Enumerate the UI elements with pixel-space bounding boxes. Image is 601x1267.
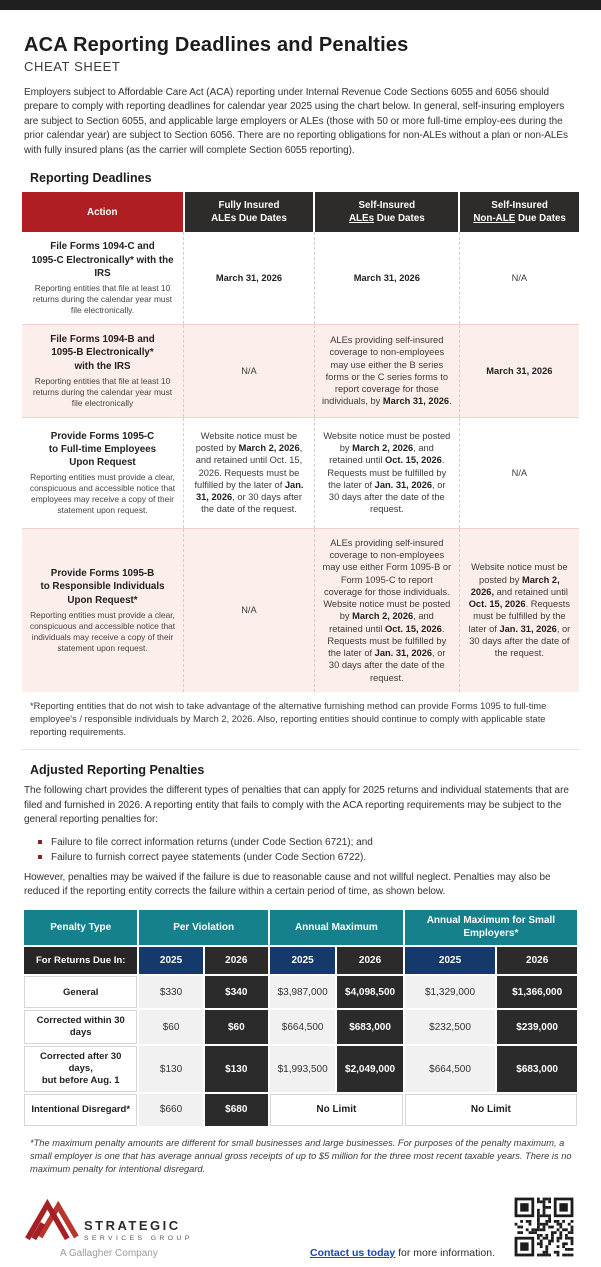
- penalties-year-header-row: [24, 947, 577, 974]
- deadline-cell: ALEs providing self-insured coverage to non-employees may use either the B series forms or the C series forms to report coverage for those individuals, by March 31, 2026.: [314, 324, 459, 417]
- year-header-2026: 2026: [205, 947, 268, 974]
- no-limit-cell: No Limit: [405, 1094, 577, 1126]
- action-note: Reporting entities must provide a clear, conspicuous and accessible notice that individuals may receive a copy of their statement upon request.: [29, 609, 176, 653]
- penalty-value: $680: [205, 1094, 268, 1126]
- year-header-2025: 2025: [405, 947, 496, 974]
- deadline-cell: N/A: [459, 417, 579, 528]
- penalty-value: $330: [139, 976, 202, 1008]
- section-divider: [22, 749, 579, 750]
- penalty-value: $60: [139, 1010, 202, 1044]
- year-header-2026: 2026: [497, 947, 577, 974]
- page-title: ACA Reporting Deadlines and Penalties: [24, 34, 409, 56]
- deadline-cell: March 31, 2026: [314, 232, 459, 324]
- deadline-cell: March 31, 2026: [184, 232, 315, 324]
- table-row: [22, 528, 579, 692]
- action-note: Reporting entities that file at least 10 returns during the calendar year must file electronically.: [32, 283, 173, 315]
- table-row: [24, 976, 577, 1008]
- top-scan-bar: [0, 0, 601, 10]
- penalty-type-label: Corrected after 30 days, but before Aug. 1: [24, 1046, 137, 1092]
- penalty-value: $239,000: [497, 1010, 577, 1044]
- penalties-intro: The following chart provides the different types of penalties that can apply for 2025 returns and individual statements that are filed and furnished in 2026. A reporting entity that fails to comply with the ACA reporting requirements may be subject to the general reporting penalties for:: [24, 785, 569, 826]
- table-row: [22, 232, 579, 324]
- table-row: [24, 1046, 577, 1092]
- penalty-value: $664,500: [270, 1010, 335, 1044]
- column-header-annual-maximum-small: Annual Maximum for Small Employers*: [405, 910, 577, 945]
- deadline-cell: N/A: [184, 324, 315, 417]
- penalties-footnote: *The maximum penalty amounts are different for small businesses and large businesses. For purposes of the penalty maximum, a small employer is one that has average annual gross receipts of up to $5 million for the three most recent taxable years. There is no maximum penalty for intentional disregard.: [30, 1137, 572, 1174]
- list-item: Failure to furnish correct payee statements (under Code Section 6722).: [38, 850, 579, 865]
- action-title: File Forms 1094-B and 1095-B Electronically* with the IRS: [50, 334, 155, 372]
- deadlines-heading: Reporting Deadlines: [30, 170, 152, 185]
- penalty-type-label: Intentional Disregard*: [24, 1094, 137, 1126]
- penalty-value: $4,098,500: [337, 976, 402, 1008]
- year-header-2025: 2025: [139, 947, 202, 974]
- deadline-cell: Website notice must be posted by March 2, 2026, and retained until Oct. 15, 2026. Requests must be fulfilled by the later of Jan. 31, 2026, or 30 days after the date of the request.: [184, 417, 315, 528]
- penalties-heading: Adjusted Reporting Penalties: [30, 763, 205, 778]
- penalties-note: However, penalties may be waived if the failure is due to reasonable cause and not willful neglect. Penalties may also be reduced if the reporting entity corrects the failure within a certain period of time, as shown below.: [24, 871, 551, 898]
- penalties-group-header-row: [24, 910, 577, 945]
- penalty-value: $1,366,000: [497, 976, 577, 1008]
- returns-due-label: For Returns Due In:: [24, 947, 137, 974]
- penalty-value: $660: [139, 1094, 202, 1126]
- table-row: [22, 417, 579, 528]
- strategic-services-group-logo: [22, 1190, 207, 1259]
- column-header-self-insured-non-ale: Self-Insured Non-ALE Due Dates: [459, 192, 579, 232]
- reporting-deadlines-table: [22, 192, 579, 692]
- intro-paragraph: Employers subject to Affordable Care Act (ACA) reporting under Internal Revenue Code Sections 6055 and 6056 should prepare to comply with reporting deadlines for calendar year 2025 using the chart below. In general, self-insuring employers are subject to Section 6055, and applicable large employers or ALEs (those with 50 or more full-time employ-ees during the prior calendar year) are subject to Section 6056. There are no reporting obligations for non-ALEs without a plan or non-ALEs with fully insured plans (as the carrier will complete Section 6055 reporting).: [24, 87, 568, 156]
- contact-us-link[interactable]: Contact us today: [310, 1246, 396, 1259]
- penalty-value: $2,049,000: [337, 1046, 402, 1092]
- table-row: [22, 324, 579, 417]
- column-header-action: Action: [22, 192, 184, 232]
- penalty-value: $1,329,000: [405, 976, 496, 1008]
- action-note: Reporting entities that file at least 10 returns during the calendar year must file electronically: [32, 375, 173, 408]
- deadline-cell: Website notice must be posted by March 2, 2026, and retained until Oct. 15, 2026. Requests must be fulfilled by the later of Jan. 31, 2026, or 30 days after the date of the request.: [314, 417, 459, 528]
- contact-suffix: for more information.: [395, 1246, 495, 1259]
- column-header-fully-insured-ales: Fully Insured ALEs Due Dates: [184, 192, 315, 232]
- penalty-value: $683,000: [497, 1046, 577, 1092]
- action-title: Provide Forms 1095-B to Responsible Individuals Upon Request*: [40, 568, 165, 606]
- deadlines-footnote: *Reporting entities that do not wish to take advantage of the alternative furnishing method can provide Forms 1095 to full-time employee's / responsible individuals by March 2, 2026. Also, reporting entities should continue to comply with applicable state reporting requirements.: [30, 701, 547, 737]
- deadline-cell: ALEs providing self-insured coverage to non-employees may use either Form 1095-B or Form 1095-C to report coverage for those individuals. Website notice must be posted by March 2, 2026, and retained until Oct. 15, 2026. Requests must be fulfilled by the later of Jan. 31, 2026, or 30 days after the date of the request.: [314, 528, 459, 692]
- penalty-value: $232,500: [405, 1010, 496, 1044]
- penalty-value: $664,500: [405, 1046, 496, 1092]
- column-header-per-violation: Per Violation: [139, 910, 268, 945]
- list-item: Failure to file correct information returns (under Code Section 6721); and: [38, 835, 579, 850]
- action-title: Provide Forms 1095-C to Full-time Employees Upon Request: [48, 430, 157, 469]
- penalties-table: [22, 908, 579, 1127]
- page-subtitle: CHEAT SHEET: [24, 59, 121, 74]
- deadline-cell: Website notice must be posted by March 2, 2026, and retained until Oct. 15, 2026. Requests must be fulfilled by the later of Jan. 31, 2026, or 30 days after the date of the request.: [459, 528, 579, 692]
- table-row: [24, 1010, 577, 1044]
- penalty-value: $3,987,000: [270, 976, 335, 1008]
- deadlines-header-row: [22, 192, 579, 232]
- qr-code: [509, 1192, 579, 1267]
- deadline-cell: N/A: [184, 528, 315, 692]
- column-header-annual-maximum: Annual Maximum: [270, 910, 403, 945]
- deadline-cell: N/A: [459, 232, 579, 324]
- logo-subname: SERVICES GROUP: [84, 1234, 193, 1242]
- action-note: Reporting entities must provide a clear, conspicuous and accessible notice that employees may receive a copy of their statement upon request.: [29, 472, 176, 516]
- penalty-value: $683,000: [337, 1010, 402, 1044]
- deadline-cell: March 31, 2026: [459, 324, 579, 417]
- penalty-type-label: Corrected within 30 days: [24, 1010, 137, 1044]
- footer: [22, 1190, 579, 1267]
- penalty-value: $130: [205, 1046, 268, 1092]
- action-title: File Forms 1094-C and 1095-C Electronically* with the IRS: [31, 241, 174, 279]
- column-header-self-insured-ales: Self-Insured ALEs Due Dates: [314, 192, 459, 232]
- contact-line: [207, 1247, 509, 1259]
- year-header-2026: 2026: [337, 947, 402, 974]
- penalty-value: $130: [139, 1046, 202, 1092]
- triangle-logo-icon: [22, 1190, 80, 1244]
- column-header-penalty-type: Penalty Type: [24, 910, 137, 945]
- year-header-2025: 2025: [270, 947, 335, 974]
- no-limit-cell: No Limit: [270, 1094, 403, 1126]
- logo-name: STRATEGIC: [84, 1217, 181, 1233]
- penalty-value: $1,993,500: [270, 1046, 335, 1092]
- penalty-value: $340: [205, 976, 268, 1008]
- penalty-value: $60: [205, 1010, 268, 1044]
- penalty-type-label: General: [24, 976, 137, 1008]
- table-row: [24, 1094, 577, 1126]
- penalties-bullet-list: [38, 835, 579, 865]
- logo-tagline: A Gallagher Company: [60, 1247, 158, 1259]
